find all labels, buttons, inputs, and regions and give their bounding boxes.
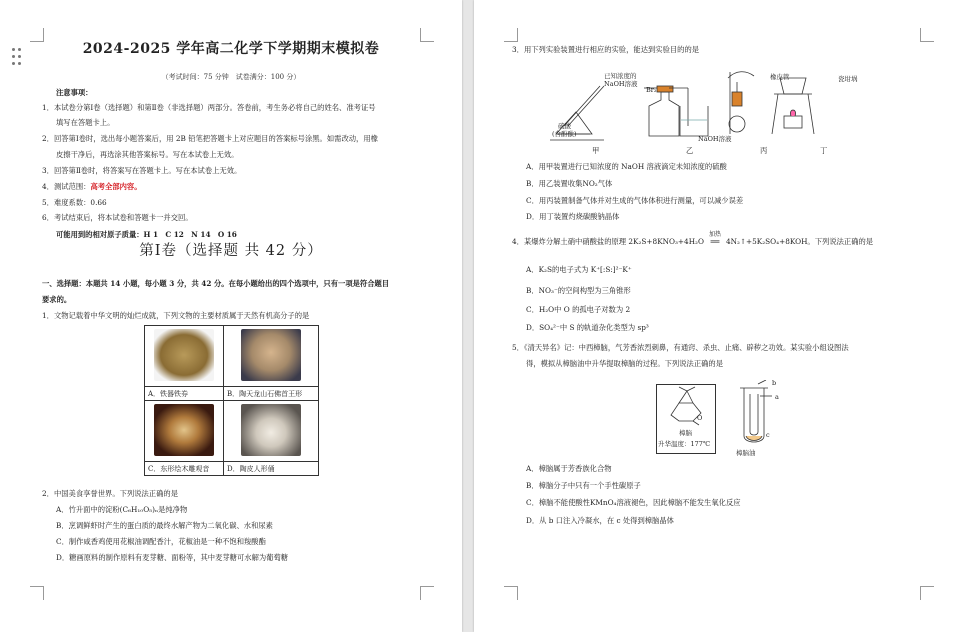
- camphor-structure-icon: [657, 385, 715, 427]
- reaction-arrow: 加热 ══: [704, 236, 726, 247]
- sublimation-temp-label: 升华温度：177℃: [658, 440, 711, 448]
- question-5-stem: 得，模拟从樟脑油中升华提取樟脑的过程。下列说法正确的是: [526, 359, 724, 368]
- label-bing: 丙: [760, 146, 768, 155]
- artifact-image-a: [145, 326, 224, 387]
- question-2-option-a: A．竹升面中的淀粉(C₆H₁₀O₅)ₙ是纯净物: [56, 505, 188, 514]
- note-line: 5．难度系数：0.66: [42, 198, 107, 207]
- section-instructions: 一、选择题：本题共 14 小题，每小题 3 分，共 42 分。在每小题给出的四个选项中，只有一项是符合题目: [42, 279, 390, 288]
- question-3-stem: 3．用下列实验装置进行相应的实验，能达到实验目的的是: [512, 45, 700, 54]
- question-3-option-b: B．用乙装置收集NO₂气体: [526, 179, 613, 188]
- note-line: 3．回答第Ⅱ卷时，将答案写在答题卡上。写在本试卷上无效。: [42, 166, 242, 175]
- wooden-guanyin-image: [154, 404, 214, 456]
- camphor-oil-label: 樟脑油: [736, 449, 756, 457]
- label-rubber-tube: 橡皮管: [770, 73, 790, 81]
- note-scope-label: 4．测试范围：: [42, 182, 91, 191]
- question-5-option-a: A．樟脑属于芳香族化合物: [526, 464, 612, 473]
- document-subtitle: （考试时间：75 分钟 试卷满分：100 分）: [161, 73, 301, 81]
- question-1-stem: 1．文物记载着中华文明的灿烂成就，下列文物的主要材质属于天然有机高分子的是: [42, 311, 310, 320]
- option-d-caption: D．陶皮人形俑: [224, 462, 319, 476]
- crop-mark: [30, 586, 44, 600]
- camphor-label: 樟脑: [679, 429, 692, 437]
- crop-mark: [420, 28, 434, 42]
- port-a-label: a: [775, 393, 779, 401]
- artifact-image-d: [224, 401, 319, 462]
- section-instructions: 要求的。: [42, 295, 72, 304]
- question-2-option-c: C．制作咸香鸡使用花椒油调配香汁，花椒油是一种不饱和羧酸酯: [56, 537, 266, 546]
- note-scope-value: 高考全部内容。: [90, 182, 142, 191]
- document-title: 2024-2025 学年高二化学下学期期末模拟卷: [82, 41, 380, 57]
- question-4-option-c: C．H₂O中 O 的孤电子对数为 2: [526, 305, 631, 314]
- reaction-condition: 加热: [708, 231, 721, 238]
- question-2-option-b: B．烹调鲜虾时产生的蛋白质的最终水解产物为二氧化碳、水和尿素: [56, 521, 273, 530]
- port-b-label: b: [772, 379, 777, 387]
- label-naoh-solution: NaOH溶液: [604, 80, 638, 88]
- option-a-caption: A．铁器铁券: [145, 387, 224, 401]
- note-line: [42, 181, 142, 192]
- camphor-structure-box: [656, 384, 716, 454]
- crop-mark: [420, 586, 434, 600]
- question-3-option-c: C．用丙装置制备气体并对生成的气体体积进行测量，可以减少误差: [526, 196, 744, 205]
- note-line: 6．考试结束后，将本试卷和答题卡一并交回。: [42, 213, 193, 222]
- iron-plaque-image: [154, 329, 214, 381]
- question-3-option-a: A．用甲装置进行已知浓度的 NaOH 溶液滴定未知浓度的硫酸: [526, 162, 727, 171]
- question-2-stem: 2．中国美食享誉世界。下列说法正确的是: [42, 489, 178, 498]
- crop-mark: [920, 586, 934, 600]
- crop-mark: [920, 28, 934, 42]
- option-c-caption: C．东形绘木雕观音: [145, 462, 224, 476]
- note-line: 皮擦干净后，再选涂其他答案标号。写在本试卷上无效。: [56, 150, 239, 159]
- document-page-left: [0, 0, 462, 632]
- crop-mark: [30, 28, 44, 42]
- label-yi: 乙: [686, 146, 694, 155]
- artifact-image-c: [145, 401, 224, 462]
- label-naoh-known: 已知浓度的: [604, 72, 637, 80]
- apparatus-ding: [772, 78, 814, 134]
- atomic-mass-line: 可能用到的相对原子质量：H 1 C 12 N 14 O 16: [56, 230, 237, 239]
- label-naoh-solution-2: NaOH溶液: [698, 135, 732, 143]
- apparatus-bing: [728, 72, 754, 134]
- question-5-option-b: B．樟脑分子中只有一个手性碳原子: [526, 481, 641, 490]
- question-2-option-d: D．糖画原料的制作原料有麦芽糖、面粉等，其中麦芽糖可水解为葡萄糖: [56, 553, 289, 562]
- pottery-figurine-image: [241, 404, 301, 456]
- note-line: 填写在答题卡上。: [56, 118, 115, 127]
- label-ding: 丁: [820, 146, 828, 155]
- label-crucible: 瓷坩埚: [838, 75, 858, 83]
- label-sulfuric-acid: 硫酸: [558, 122, 571, 130]
- oxygen-label: O: [697, 414, 703, 422]
- question-4-option-d: D．SO₄²⁻中 S 的轨道杂化类型为 sp³: [526, 323, 649, 332]
- question-4-stem: [512, 231, 874, 247]
- question-5-stem: 5．《清天异名》记：中西樟脑，气芳香浓烈刺鼻，有通窍、杀虫、止痛、辟秽之功效。某实验小组设图法: [512, 343, 849, 352]
- question-4-stem-suffix: 4N₂↑+5K₂SO₄+8KOH。下列说法正确的是: [725, 237, 874, 246]
- question-3-option-d: D．用丁装置灼烧碳酸钠晶体: [526, 212, 620, 221]
- crop-mark: [504, 28, 518, 42]
- document-page-right: [474, 0, 966, 632]
- stone-buddha-head-image: [241, 329, 301, 381]
- section-title: 第Ⅰ卷（选择题 共 42 分）: [139, 243, 323, 259]
- sublimation-apparatus-figure: [732, 380, 782, 448]
- note-line: 2．回答第Ⅰ卷时，选出每小题答案后，用 2B 铅笔把答题卡上对应题目的答案标号涂黑。如需改动，用橡: [42, 134, 378, 143]
- label-jia: 甲: [592, 146, 600, 155]
- label-br2: Br₂: [646, 86, 657, 94]
- note-line: 1．本试卷分第Ⅰ卷（选择题）和第Ⅱ卷（非选择题）两部分。答卷前，考生务必将自己的姓名、准考证号: [42, 103, 376, 112]
- notes-heading: 注意事项：: [56, 88, 93, 97]
- question-5-option-d: D．从 b 口注入冷凝水，在 c 处得到樟脑晶体: [526, 516, 674, 525]
- question-4-stem-prefix: 4．某爆炸分解土硝中硝酸盐的原理 2K₂S+8KNO₃+4H₂O: [512, 237, 704, 246]
- question-1-table: [144, 325, 319, 476]
- crop-mark: [504, 586, 518, 600]
- question-5-option-c: C．樟脑不能使酸性KMnO₄溶液褪色，因此樟脑不能发生氧化反应: [526, 498, 741, 507]
- question-4-option-b: B．NO₃⁻的空间构型为三角锥形: [526, 286, 631, 295]
- label-indicator: (含酚酞): [552, 130, 577, 138]
- artifact-image-b: [224, 326, 319, 387]
- question-4-option-a: A．K₂S的电子式为 K⁺[:S:]²⁻K⁺: [526, 265, 632, 274]
- option-b-caption: B．陶天龙山石佛首王形: [224, 387, 319, 401]
- port-c-label: c: [766, 431, 770, 439]
